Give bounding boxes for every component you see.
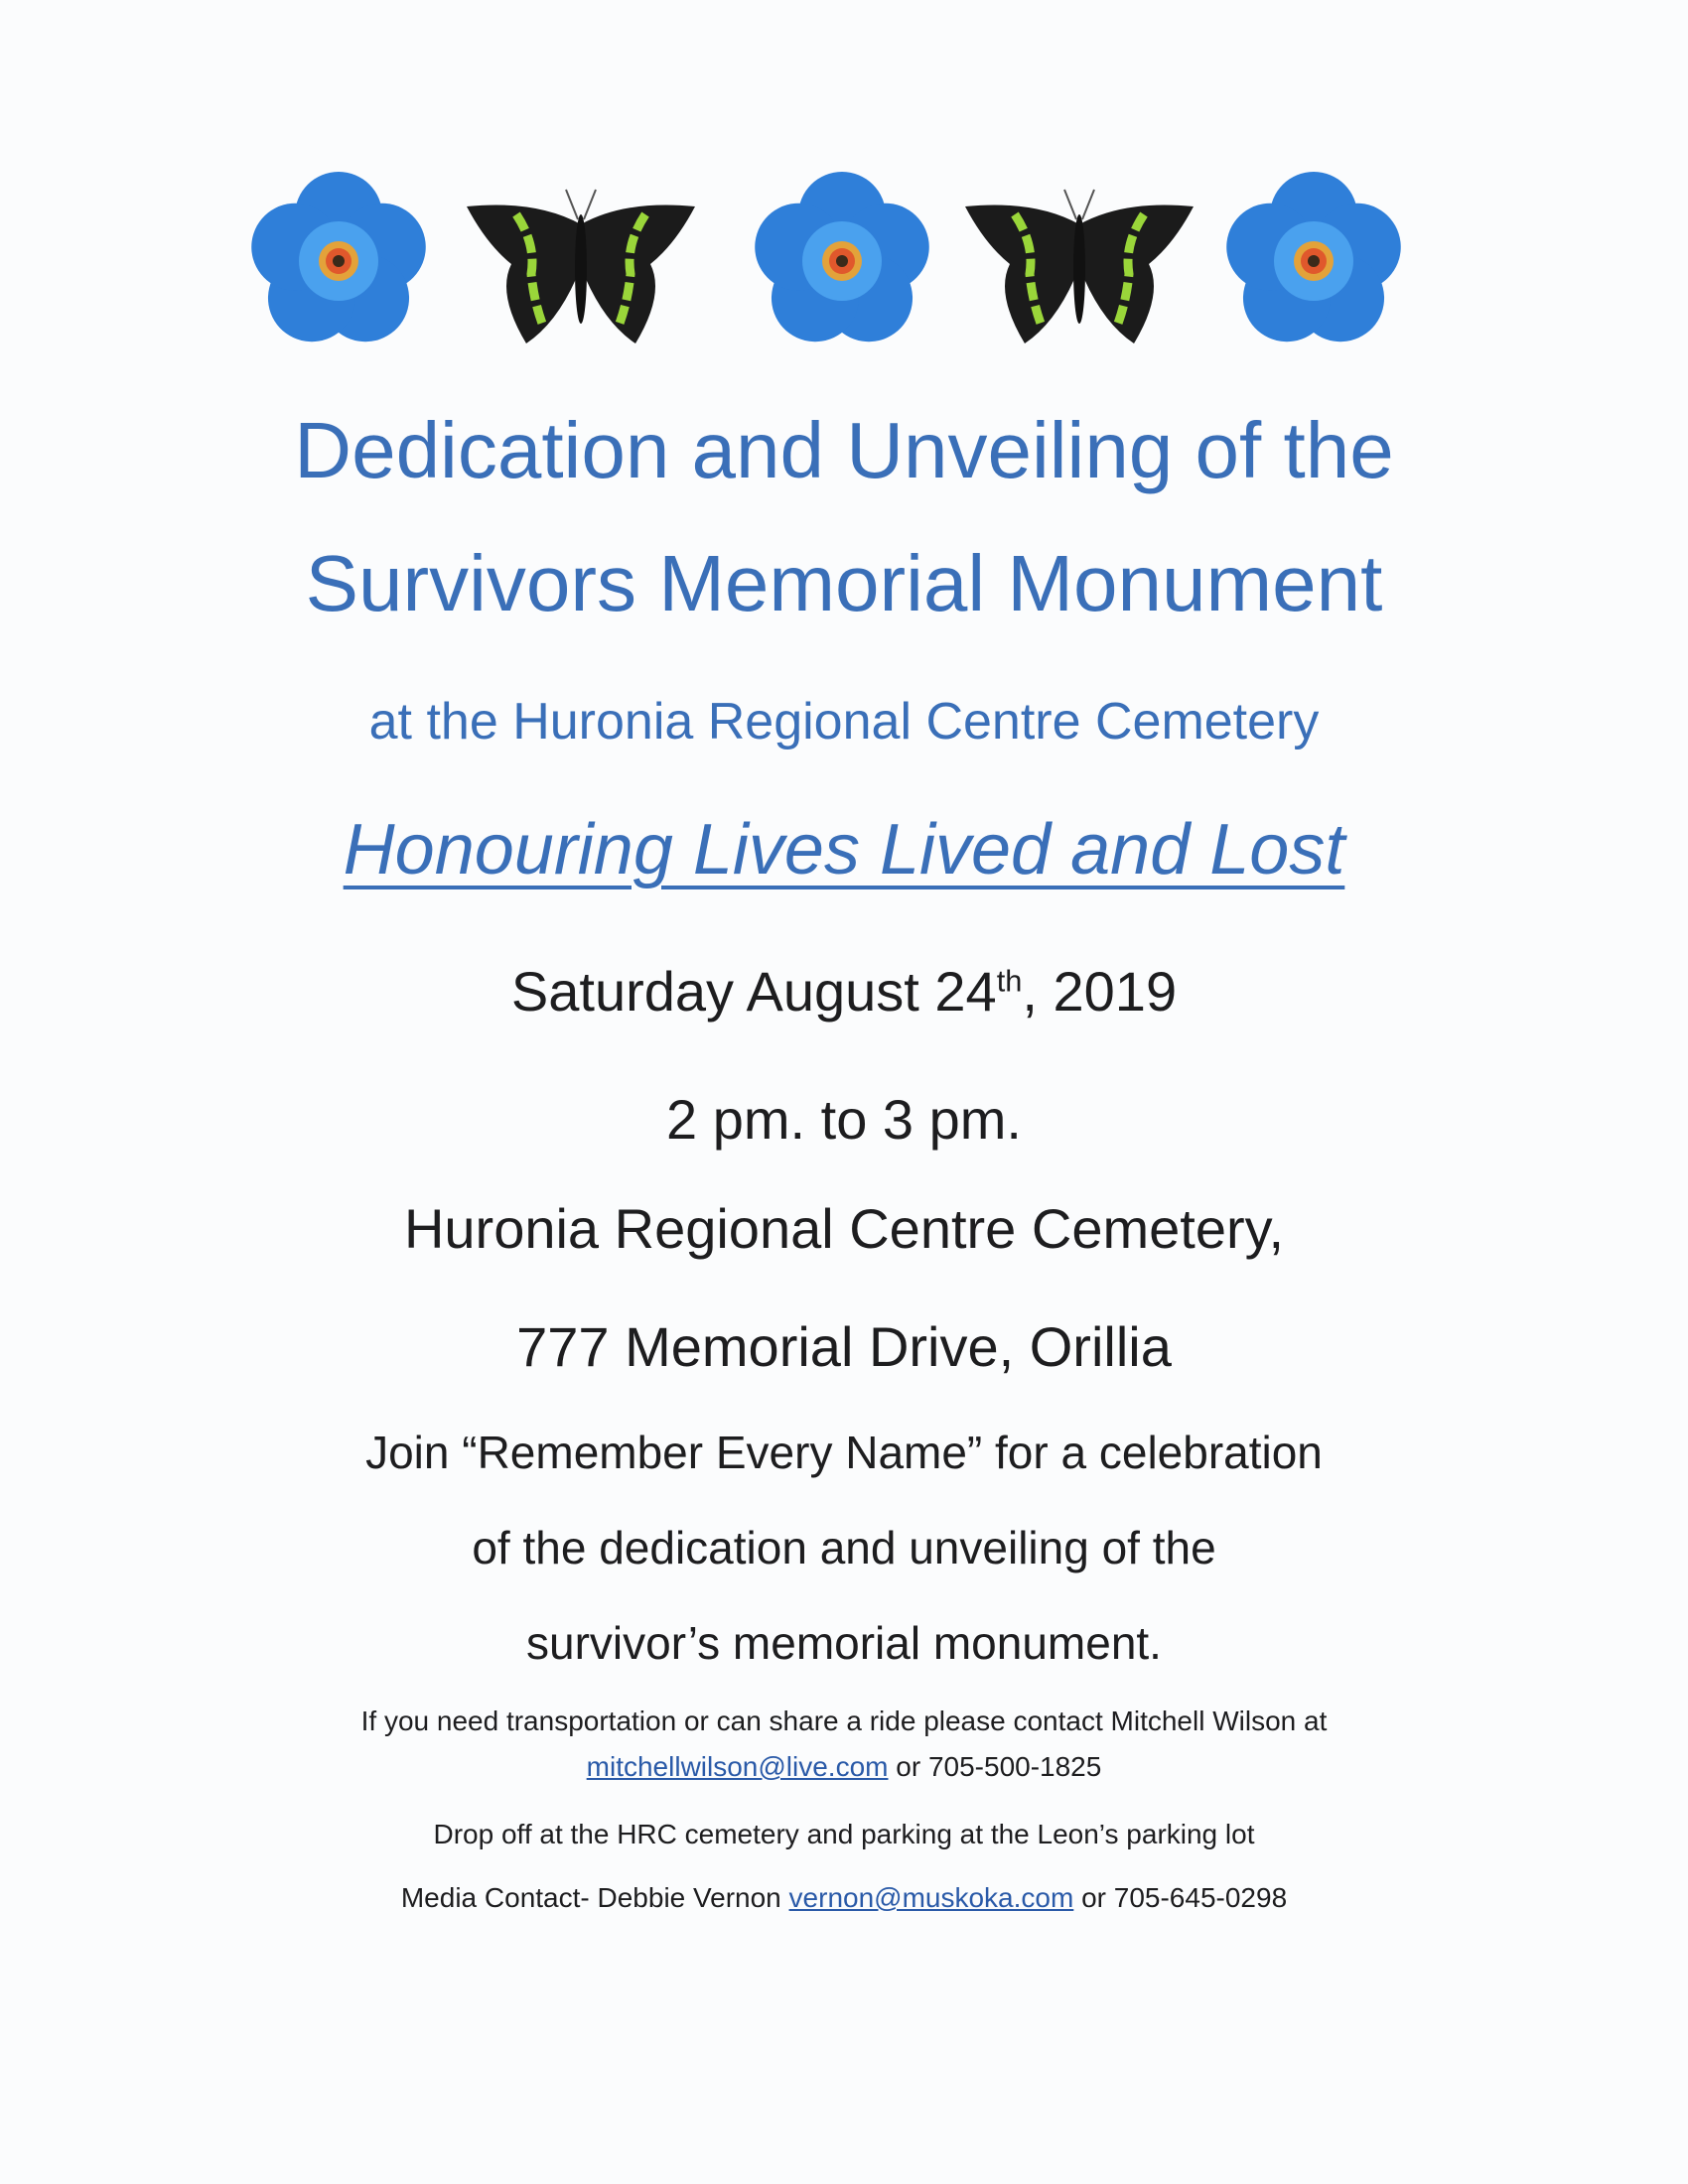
media-contact <box>0 1882 1688 1914</box>
event-date-suffix: , 2019 <box>1022 960 1178 1023</box>
description-line-1: Join “Remember Every Name” for a celebration <box>365 1427 1323 1478</box>
dropoff-note: Drop off at the HRC cemetery and parking at the Leon’s parking lot <box>433 1819 1255 1849</box>
event-date <box>0 959 1688 1024</box>
event-date-prefix: Saturday August 24 <box>510 960 997 1023</box>
green-black-butterfly-icon <box>955 185 1203 353</box>
green-black-butterfly-icon <box>457 185 705 353</box>
event-location-name: Huronia Regional Centre Cemetery, <box>403 1197 1285 1260</box>
description-line-2: of the dedication and unveiling of the <box>472 1522 1216 1573</box>
forget-me-not-flower-icon <box>1219 167 1408 355</box>
title-line-1: Dedication and Unveiling of the <box>294 406 1394 494</box>
description-line-3: survivor’s memorial monument. <box>526 1617 1162 1669</box>
transport-line-1: If you need transportation or can share a ride please contact Mitchell Wilson at <box>360 1706 1328 1736</box>
media-email-link[interactable]: vernon@muskoka.com <box>788 1882 1074 1913</box>
title-line-2: Survivors Memorial Monument <box>305 539 1383 627</box>
decoration-row <box>0 167 1688 365</box>
media-contact-prefix: Media Contact- Debbie Vernon <box>400 1882 789 1913</box>
media-phone: or 705-645-0298 <box>1073 1882 1288 1913</box>
event-date-ordinal: th <box>996 963 1023 999</box>
subtitle: at the Huronia Regional Centre Cemetery <box>368 693 1320 751</box>
transport-line-2 <box>0 1751 1688 1783</box>
transport-phone: or 705-500-1825 <box>888 1751 1102 1782</box>
forget-me-not-flower-icon <box>244 167 433 355</box>
event-address: 777 Memorial Drive, Orillia <box>516 1315 1172 1378</box>
event-time: 2 pm. to 3 pm. <box>666 1088 1022 1151</box>
transport-email-link[interactable]: mitchellwilson@live.com <box>586 1751 889 1782</box>
forget-me-not-flower-icon <box>748 167 936 355</box>
tagline: Honouring Lives Lived and Lost <box>343 810 1345 889</box>
